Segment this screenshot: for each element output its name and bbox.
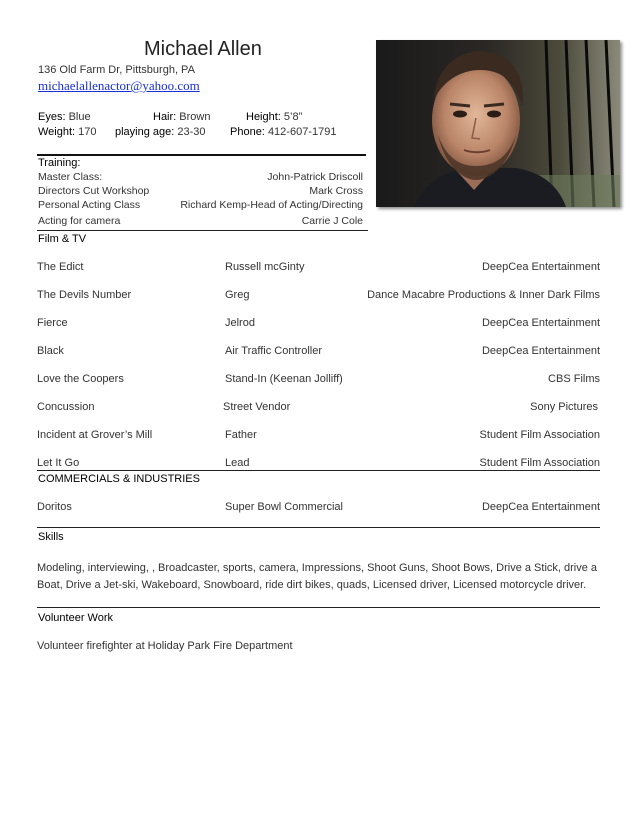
skills-top-rule [37,527,600,528]
training-teacher: John-Patrick Driscoll [267,171,363,183]
skills-text: Modeling, interviewing, , Broadcaster, sports, camera, Impressions, Shoot Guns, Shoot Bows, Drive a Stick, drive a Boat, Drive a Jet-ski, Wakeboard, Snowboard, ride dirt bikes, quads, Licensed driver, Licensed motorcycle driver. [37,562,598,591]
training-teacher: Carrie J Cole [301,215,363,227]
credit-role: Lead [225,457,250,469]
commercials-top-rule [37,470,600,471]
eyes-stat [38,111,91,123]
height-label: Height: [246,111,281,123]
table-row [37,345,600,359]
phone-stat [230,126,336,138]
table-row [37,401,600,415]
phone-label: Phone: [230,126,265,138]
training-heading: Training: [38,157,81,169]
hair-value: Brown [179,111,211,123]
volunteer-text: Volunteer firefighter at Holiday Park Fire Department [37,640,293,652]
weight-label: Weight: [38,126,76,138]
hair-label: Hair: [153,111,177,123]
resume-name: Michael Allen [144,38,262,60]
credit-role: Father [225,429,257,441]
table-row [37,261,600,275]
film-top-rule [37,230,368,231]
training-teacher: Mark Cross [309,185,363,197]
credit-company: CBS Films [548,373,600,385]
weight-stat [38,126,97,138]
playing-age-stat [115,126,206,138]
credit-role: Russell mcGinty [225,261,305,273]
credit-company: Student Film Association [479,429,600,441]
credit-role: Street Vendor [223,401,291,413]
film-heading: Film & TV [38,233,87,245]
credit-company: Student Film Association [479,457,600,469]
credit-company: DeepCea Entertainment [481,261,600,273]
training-name: Master Class: [38,171,103,183]
credit-title: Black [37,345,64,357]
credit-role: Air Traffic Controller [225,345,322,357]
phone-value: 412-607-1791 [267,126,337,138]
credit-title: Concussion [37,401,95,413]
credit-title: Fierce [37,317,68,329]
table-row [37,501,600,515]
weight-value: 170 [78,126,97,138]
headshot-photo [376,40,620,207]
training-name: Acting for camera [38,215,121,227]
table-row [37,289,600,303]
eyes-label: Eyes: [38,111,66,123]
volunteer-heading: Volunteer Work [38,612,114,624]
table-row [37,457,600,471]
credit-company: DeepCea Entertainment [481,317,600,329]
credit-title: Doritos [37,501,72,513]
commercials-heading: COMMERCIALS & INDUSTRIES [38,473,200,485]
credit-title: Incident at Grover’s Mill [37,429,153,441]
credit-title: Let It Go [37,457,80,469]
training-name: Directors Cut Workshop [38,185,150,197]
headshot-image [376,40,620,207]
credit-company: Sony Pictures [530,401,598,413]
eyes-value: Blue [68,111,91,123]
playing-age-value: 23-30 [177,126,206,138]
skills-heading: Skills [38,531,64,543]
address: 136 Old Farm Dr, Pittsburgh, PA [38,64,195,76]
credit-role: Super Bowl Commercial [225,501,343,513]
credit-role: Stand-In (Keenan Jolliff) [225,373,343,385]
training-name: Personal Acting Class [38,199,141,211]
credit-company: Dance Macabre Productions & Inner Dark Films [367,289,600,301]
hair-stat [153,111,210,123]
credit-role: Jelrod [225,317,255,329]
credit-company: DeepCea Entertainment [481,501,600,513]
table-row [37,317,600,331]
training-top-rule [37,154,366,156]
credit-title: The Edict [37,261,84,273]
email-link[interactable]: michaelallenactor@yahoo.com [38,78,200,93]
credit-title: Love the Coopers [37,373,124,385]
credit-role: Greg [225,289,250,301]
height-value: 5’8” [283,111,303,123]
playing-age-label: playing age: [115,126,175,138]
training-teacher: Richard Kemp-Head of Acting/Directing [180,199,363,211]
credit-title: The Devils Number [37,289,132,301]
table-row [37,429,600,443]
table-row [37,373,600,387]
volunteer-top-rule [37,607,600,608]
height-stat [246,111,302,123]
credit-company: DeepCea Entertainment [481,345,600,357]
